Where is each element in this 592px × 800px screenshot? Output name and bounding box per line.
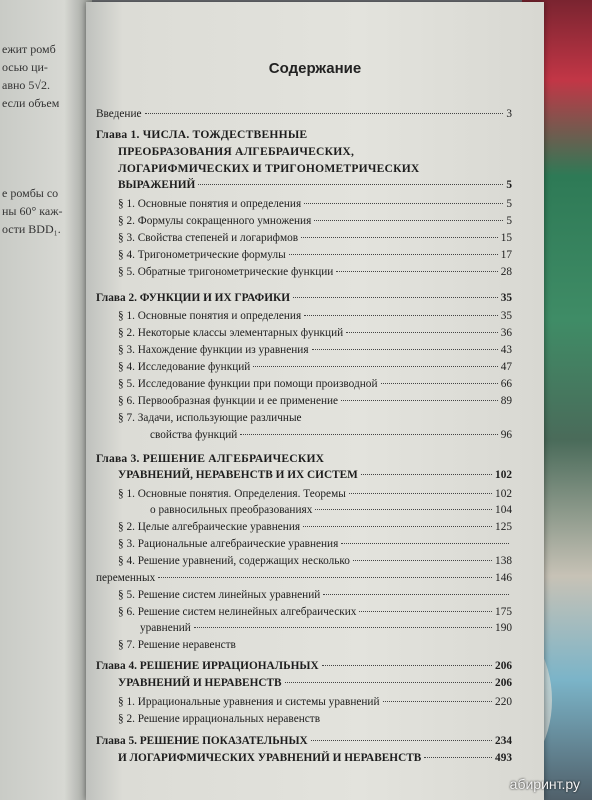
toc-page: 35 — [500, 292, 512, 304]
toc-label: § 5. Исследование функции при помощи производной — [118, 378, 378, 390]
chapter-2-heading — [96, 292, 512, 304]
toc-label: § 7. Решение неравенств — [118, 639, 236, 651]
toc-page: 28 — [500, 266, 512, 278]
toc-page: 138 — [495, 555, 512, 567]
toc-label: § 4. Решение уравнений, содержащих несколько — [118, 555, 350, 567]
toc-row — [118, 215, 512, 227]
table-of-contents — [86, 2, 544, 800]
toc-page: 102 — [495, 488, 512, 500]
toc-label: уравнений — [140, 622, 191, 634]
toc-label: § 2. Решение иррациональных неравенств — [118, 713, 321, 725]
toc-row — [118, 249, 512, 261]
toc-row — [140, 622, 512, 634]
toc-label: свойства функций — [150, 429, 238, 441]
toc-label: § 4. Тригонометрические формулы — [118, 249, 286, 261]
chapter-3-heading-last — [118, 469, 512, 481]
left-page-fragment: ости BDD₁. — [2, 222, 61, 236]
toc-label: УРАВНЕНИЙ, НЕРАВЕНСТВ И ИХ СИСТЕМ — [118, 469, 358, 481]
chapter-1-heading: ЛОГАРИФМИЧЕСКИХ И ТРИГОНОМЕТРИЧЕСКИХ — [118, 162, 420, 175]
toc-row — [118, 266, 512, 278]
book-page — [86, 2, 544, 800]
toc-page: 96 — [500, 429, 512, 441]
toc-label: § 3. Нахождение функции из уравнения — [118, 344, 309, 356]
toc-label: § 7. Задачи, использующие различные — [118, 412, 302, 424]
toc-label: Глава 2. ФУНКЦИИ И ИХ ГРАФИКИ — [96, 292, 291, 304]
toc-row — [118, 378, 512, 390]
toc-row — [118, 521, 512, 533]
toc-page: 3 — [506, 108, 512, 120]
toc-page: 66 — [500, 378, 512, 390]
toc-page: 47 — [500, 361, 512, 373]
toc-label: ВЫРАЖЕНИЙ — [118, 179, 196, 191]
toc-label: переменных — [96, 572, 156, 584]
toc-row — [150, 429, 512, 441]
toc-label: Глава 5. РЕШЕНИЕ ПОКАЗАТЕЛЬНЫХ — [96, 735, 308, 747]
toc-label: § 1. Иррациональные уравнения и системы уравнений — [118, 696, 380, 708]
toc-label: § 2. Некоторые классы элементарных функций — [118, 327, 344, 339]
chapter-4-heading-last — [118, 677, 512, 689]
toc-row — [118, 310, 512, 322]
toc-page: 17 — [500, 249, 512, 261]
left-page-fragment: е ромбы со — [2, 186, 59, 200]
chapter-1-heading: Глава 1. ЧИСЛА. ТОЖДЕСТВЕННЫЕ — [96, 128, 308, 141]
toc-page: 43 — [500, 344, 512, 356]
toc-page: 89 — [500, 395, 512, 407]
toc-row — [118, 232, 512, 244]
toc-label: § 2. Целые алгебраические уравнения — [118, 521, 301, 533]
page-title: Содержание — [268, 60, 362, 77]
toc-row — [118, 198, 512, 210]
toc-page: 102 — [495, 469, 512, 481]
toc-label: И ЛОГАРИФМИЧЕСКИХ УРАВНЕНИЙ И НЕРАВЕНСТВ — [118, 752, 422, 764]
toc-page: 493 — [495, 752, 512, 764]
toc-row — [118, 395, 512, 407]
toc-page: 35 — [500, 310, 512, 322]
toc-row — [118, 606, 512, 618]
toc-label: Глава 4. РЕШЕНИЕ ИРРАЦИОНАЛЬНЫХ — [96, 660, 319, 672]
chapter-5-heading — [96, 735, 512, 747]
toc-label: § 1. Основные понятия и определения — [118, 198, 302, 210]
toc-label: § 6. Первообразная функции и ее применение — [118, 395, 339, 407]
toc-label: § 1. Основные понятия и определения — [118, 310, 302, 322]
toc-row — [118, 361, 512, 373]
toc-row — [118, 696, 512, 708]
left-page-fragment: осью ци- — [2, 60, 48, 74]
left-page-fragment: ежит ромб — [2, 42, 56, 56]
toc-label: § 3. Свойства степеней и логарифмов — [118, 232, 299, 244]
toc-page: 5 — [506, 198, 512, 210]
chapter-4-heading — [96, 660, 512, 672]
toc-label: § 2. Формулы сокращенного умножения — [118, 215, 312, 227]
left-page-fragment: ны 60° каж- — [2, 204, 63, 218]
toc-page: 5 — [506, 215, 512, 227]
toc-page: 175 — [495, 606, 512, 618]
toc-row — [118, 589, 512, 601]
toc-row — [118, 344, 512, 356]
toc-page: 36 — [500, 327, 512, 339]
toc-row — [96, 572, 512, 584]
toc-label: § 5. Решение систем линейных уравнений — [118, 589, 321, 601]
toc-row — [118, 488, 512, 500]
toc-page: 220 — [495, 696, 512, 708]
toc-page: 190 — [495, 622, 512, 634]
toc-page: 206 — [495, 660, 512, 672]
left-page-fragment: авно 5√2. — [2, 78, 50, 92]
toc-page: 206 — [495, 677, 512, 689]
toc-label: § 6. Решение систем нелинейных алгебраических — [118, 606, 357, 618]
toc-label: § 3. Рациональные алгебраические уравнения — [118, 538, 339, 550]
toc-page: 125 — [495, 521, 512, 533]
toc-row — [118, 327, 512, 339]
watermark: абиринт.ру — [509, 776, 580, 792]
toc-page: 15 — [500, 232, 512, 244]
toc-page: 5 — [506, 179, 512, 191]
chapter-1-heading: ПРЕОБРАЗОВАНИЯ АЛГЕБРАИЧЕСКИХ, — [118, 145, 355, 158]
toc-row — [118, 538, 512, 550]
left-page-fragment: если объем — [2, 96, 60, 110]
left-page-edge — [0, 0, 92, 800]
toc-row-intro — [96, 108, 512, 120]
chapter-5-heading-last — [118, 752, 512, 764]
toc-row — [150, 504, 512, 516]
toc-label: § 5. Обратные тригонометрические функции — [118, 266, 334, 278]
toc-label: о равносильных преобразованиях — [150, 504, 313, 516]
chapter-3-heading: Глава 3. РЕШЕНИЕ АЛГЕБРАИЧЕСКИХ — [96, 452, 325, 465]
chapter-1-heading-last — [118, 179, 512, 191]
toc-label: § 1. Основные понятия. Определения. Теоремы — [118, 488, 346, 500]
toc-page: 146 — [495, 572, 512, 584]
toc-label: УРАВНЕНИЙ И НЕРАВЕНСТВ — [118, 677, 282, 689]
toc-label: Введение — [96, 108, 142, 120]
toc-row — [118, 555, 512, 567]
toc-label: § 4. Исследование функций — [118, 361, 251, 373]
toc-page: 104 — [495, 504, 512, 516]
toc-page: 234 — [495, 735, 512, 747]
